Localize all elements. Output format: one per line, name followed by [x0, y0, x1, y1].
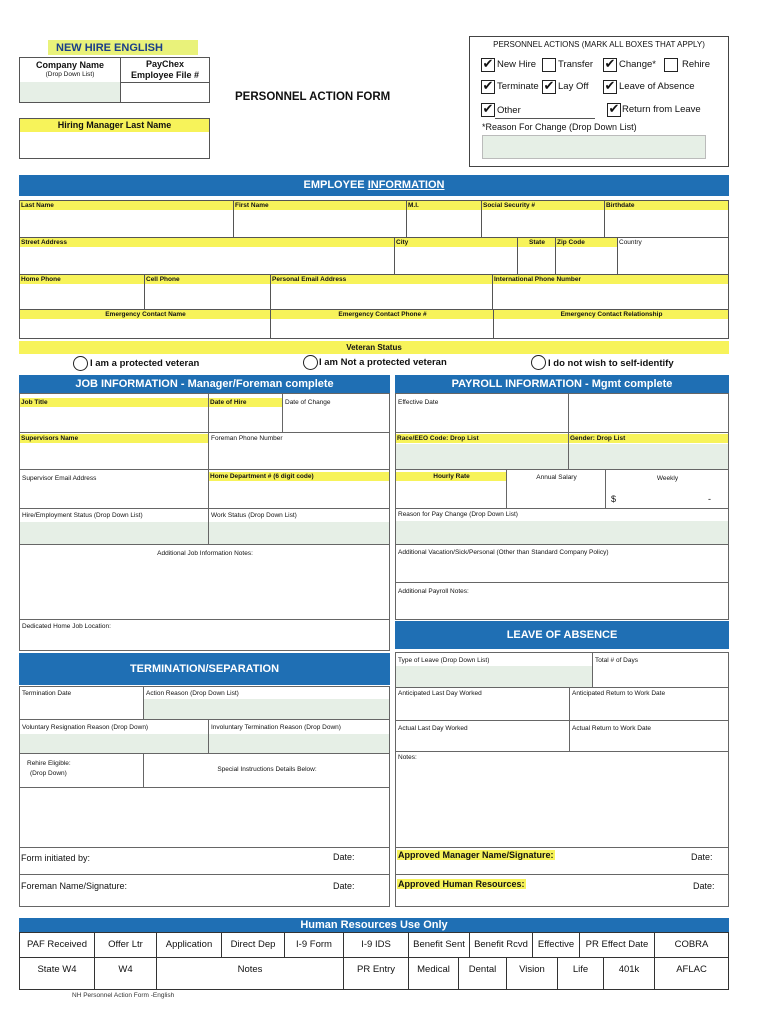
ant-last-day-label: Anticipated Last Day Worked — [398, 690, 482, 697]
home-dept-label: Home Department # (6 digit code) — [209, 472, 389, 481]
other-label: Other — [497, 105, 521, 116]
mi-label: M.I. — [407, 201, 481, 210]
street-label: Street Address — [20, 238, 394, 247]
ssn-label: Social Security # — [482, 201, 604, 210]
hr-application[interactable]: Application — [156, 932, 222, 958]
gender-label: Gender: Drop List — [569, 434, 728, 443]
payroll-notes-label: Additional Payroll Notes: — [398, 588, 469, 595]
hr-i9-ids[interactable]: I-9 IDS — [343, 932, 409, 958]
footer-text: NH Personnel Action Form -English — [72, 992, 175, 999]
hr-w4[interactable]: W4 — [94, 957, 157, 990]
voluntary-reason-label: Voluntary Resignation Reason (Drop Down) — [22, 724, 149, 731]
terminate-label: Terminate — [497, 81, 539, 92]
hr-notes[interactable]: Notes — [156, 957, 344, 990]
effective-date-label: Effective Date — [398, 399, 439, 406]
hiring-manager-label: Hiring Manager Last Name — [20, 119, 209, 132]
form-initiated-date-label: Date: — [333, 852, 355, 862]
job-title-label: Job Title — [20, 398, 208, 407]
state-label: State — [518, 238, 555, 247]
terminate-checkbox[interactable]: ✔ — [482, 79, 494, 94]
approved-manager-date-label: Date: — [691, 852, 713, 862]
dedicated-location-label: Dedicated Home Job Location: — [22, 623, 111, 630]
protected-veteran-label: I am a protected veteran — [90, 358, 200, 369]
hr-pr-effect-date[interactable]: PR Effect Date — [579, 932, 655, 958]
reason-for-change-label: *Reason For Change (Drop Down List) — [482, 122, 637, 132]
veteran-status-label: Veteran Status — [19, 341, 729, 354]
employee-info-header — [19, 175, 729, 196]
other-underline — [495, 118, 595, 119]
last-name-label: Last Name — [20, 201, 233, 210]
race-label: Race/EEO Code: Drop List — [396, 434, 568, 443]
hr-state-w4[interactable]: State W4 — [19, 957, 95, 990]
act-return-label: Actual Return to Work Date — [572, 725, 651, 732]
rehire-eligible-label: Rehire Eligible: — [27, 760, 71, 767]
leave-notes-label: Notes: — [398, 754, 417, 761]
total-days-label: Total # of Days — [595, 657, 638, 664]
transfer-checkbox[interactable] — [542, 58, 556, 72]
hr-benefit-sent[interactable]: Benefit Sent — [408, 932, 470, 958]
date-of-hire-label: Date of Hire — [209, 398, 282, 407]
return-from-leave-label: Return from Leave — [622, 104, 701, 115]
supervisor-email-label: Supervisor Email Address — [22, 475, 97, 482]
work-status-label: Work Status (Drop Down List) — [211, 512, 297, 519]
rehire-label: Rehire — [682, 59, 710, 70]
ec-phone-label: Emergency Contact Phone # — [271, 310, 493, 319]
hr-pr-entry[interactable]: PR Entry — [343, 957, 409, 990]
leave-type-label: Type of Leave (Drop Down List) — [398, 657, 490, 664]
company-name-label: Company Name — [35, 60, 105, 70]
leave-of-absence-label: Leave of Absence — [619, 81, 695, 92]
new-hire-checkbox[interactable]: ✔ — [482, 57, 494, 72]
paychex-divider — [120, 82, 210, 83]
termination-header: TERMINATION/SEPARATION — [19, 653, 390, 685]
leave-type-input[interactable] — [396, 666, 592, 687]
self-identify-radio[interactable] — [531, 355, 546, 370]
involuntary-reason-input[interactable] — [209, 734, 389, 753]
involuntary-reason-label: Involuntary Termination Reason (Drop Down) — [211, 724, 341, 731]
hr-401k[interactable]: 401k — [603, 957, 655, 990]
job-notes-label: Additional Job Information Notes: — [157, 550, 253, 557]
employee-info-title: EMPLOYEE — [303, 179, 368, 191]
race-input[interactable] — [396, 444, 568, 469]
not-protected-veteran-label: I am Not a protected veteran — [319, 357, 447, 368]
zip-label: Zip Code — [556, 238, 617, 247]
leave-header: LEAVE OF ABSENCE — [395, 621, 729, 649]
supervisor-name-label: Supervisors Name — [20, 434, 208, 443]
weekly-dollar: $ — [611, 494, 617, 504]
hr-use-header: Human Resources Use Only — [19, 918, 729, 932]
return-from-leave-checkbox[interactable]: ✔ — [608, 102, 620, 117]
additional-vacation-label: Additional Vacation/Sick/Personal (Other than Standard Company Policy) — [398, 549, 609, 556]
rehire-eligible-sublabel: (Drop Down) — [30, 770, 67, 777]
term-date-label: Termination Date — [22, 690, 72, 697]
new-hire-label: New Hire — [497, 59, 537, 70]
form-initiated-label: Form initiated by: — [21, 853, 91, 863]
weekly-label: Weekly — [656, 475, 679, 482]
paychex-label: PayChex — [145, 59, 185, 69]
protected-veteran-radio[interactable] — [73, 356, 88, 371]
job-info-header: JOB INFORMATION - Manager/Foreman complete — [19, 375, 390, 393]
leave-notes-field[interactable] — [395, 751, 729, 848]
reason-for-change-input[interactable] — [482, 135, 706, 159]
leave-of-absence-checkbox[interactable]: ✔ — [604, 79, 616, 94]
company-name-sublabel: (Drop Down List) — [45, 71, 95, 78]
not-protected-veteran-radio[interactable] — [303, 355, 318, 370]
foreman-signature-label: Foreman Name/Signature: — [21, 881, 128, 891]
new-hire-title: NEW HIRE ENGLISH — [56, 42, 163, 54]
employee-info-title-underlined: INFORMATION — [367, 179, 445, 191]
cell-phone-label: Cell Phone — [145, 275, 270, 284]
hr-medical[interactable]: Medical — [408, 957, 459, 990]
birthdate-label: Birthdate — [605, 201, 728, 210]
ec-name-label: Emergency Contact Name — [20, 310, 270, 319]
work-status-input[interactable] — [209, 522, 389, 544]
hourly-rate-label: Hourly Rate — [396, 472, 506, 481]
hr-cobra[interactable]: COBRA — [654, 932, 729, 958]
other-checkbox[interactable]: ✔ — [482, 102, 494, 117]
hr-dental[interactable]: Dental — [458, 957, 507, 990]
lay-off-checkbox[interactable]: ✔ — [543, 79, 555, 94]
city-label: City — [395, 238, 517, 247]
hr-i9-form[interactable]: I-9 Form — [284, 932, 344, 958]
hr-benefit-rcvd[interactable]: Benefit Rcvd — [469, 932, 533, 958]
hr-effective[interactable]: Effective — [532, 932, 580, 958]
first-name-label: First Name — [234, 201, 406, 210]
company-name-input[interactable] — [20, 82, 120, 102]
hr-offer-ltr[interactable]: Offer Ltr — [94, 932, 157, 958]
self-identify-label: I do not wish to self-identify — [548, 358, 674, 369]
pay-change-reason-label: Reason for Pay Change (Drop Down List) — [398, 511, 518, 518]
hr-aflac[interactable]: AFLAC — [654, 957, 729, 990]
foreman-phone-label: Foreman Phone Number — [211, 435, 283, 442]
hr-paf-received[interactable]: PAF Received — [19, 932, 95, 958]
change-checkbox[interactable]: ✔ — [604, 57, 616, 72]
date-of-change-label: Date of Change — [285, 399, 331, 406]
transfer-label: Transfer — [558, 59, 594, 70]
form-title: PERSONNEL ACTION FORM — [235, 91, 391, 103]
weekly-dash: - — [708, 494, 711, 504]
action-reason-input[interactable] — [144, 699, 389, 719]
hr-direct-dep[interactable]: Direct Dep — [221, 932, 285, 958]
voluntary-reason-input[interactable] — [20, 734, 208, 753]
lay-off-label: Lay Off — [558, 81, 589, 92]
ec-rel-label: Emergency Contact Relationship — [494, 310, 728, 319]
act-last-day-label: Actual Last Day Worked — [398, 725, 468, 732]
annual-salary-label: Annual Salary — [536, 474, 577, 481]
payroll-info-header: PAYROLL INFORMATION - Mgmt complete — [395, 375, 729, 393]
hr-life[interactable]: Life — [557, 957, 604, 990]
paychex-sublabel: Employee File # — [130, 70, 200, 80]
ant-return-label: Anticipated Return to Work Date — [572, 690, 666, 697]
foreman-date-label: Date: — [333, 881, 355, 891]
effective-date-extra[interactable] — [568, 393, 729, 433]
approved-hr-date-label: Date: — [693, 881, 715, 891]
approved-hr-label: Approved Human Resources: — [398, 879, 525, 889]
hire-status-input[interactable] — [20, 522, 208, 544]
home-phone-label: Home Phone — [20, 275, 144, 284]
special-instructions-field[interactable] — [19, 787, 390, 848]
pay-change-reason-input[interactable] — [396, 521, 728, 544]
hr-vision[interactable]: Vision — [506, 957, 558, 990]
hire-status-label: Hire/Employment Status (Drop Down List) — [22, 512, 143, 519]
gender-input[interactable] — [569, 444, 728, 469]
approved-manager-label: Approved Manager Name/Signature: — [398, 850, 554, 860]
email-label: Personal Email Address — [271, 275, 492, 284]
country-label: Country — [619, 239, 642, 246]
intl-phone-label: International Phone Number — [493, 275, 728, 284]
change-label: Change* — [619, 59, 656, 70]
action-reason-label: Action Reason (Drop Down List) — [146, 690, 239, 697]
rehire-checkbox[interactable] — [664, 58, 678, 72]
special-instructions-label: Special Instructions Details Below: — [217, 766, 317, 773]
personnel-actions-title: PERSONNEL ACTIONS (MARK ALL BOXES THAT APPLY) — [493, 40, 705, 49]
